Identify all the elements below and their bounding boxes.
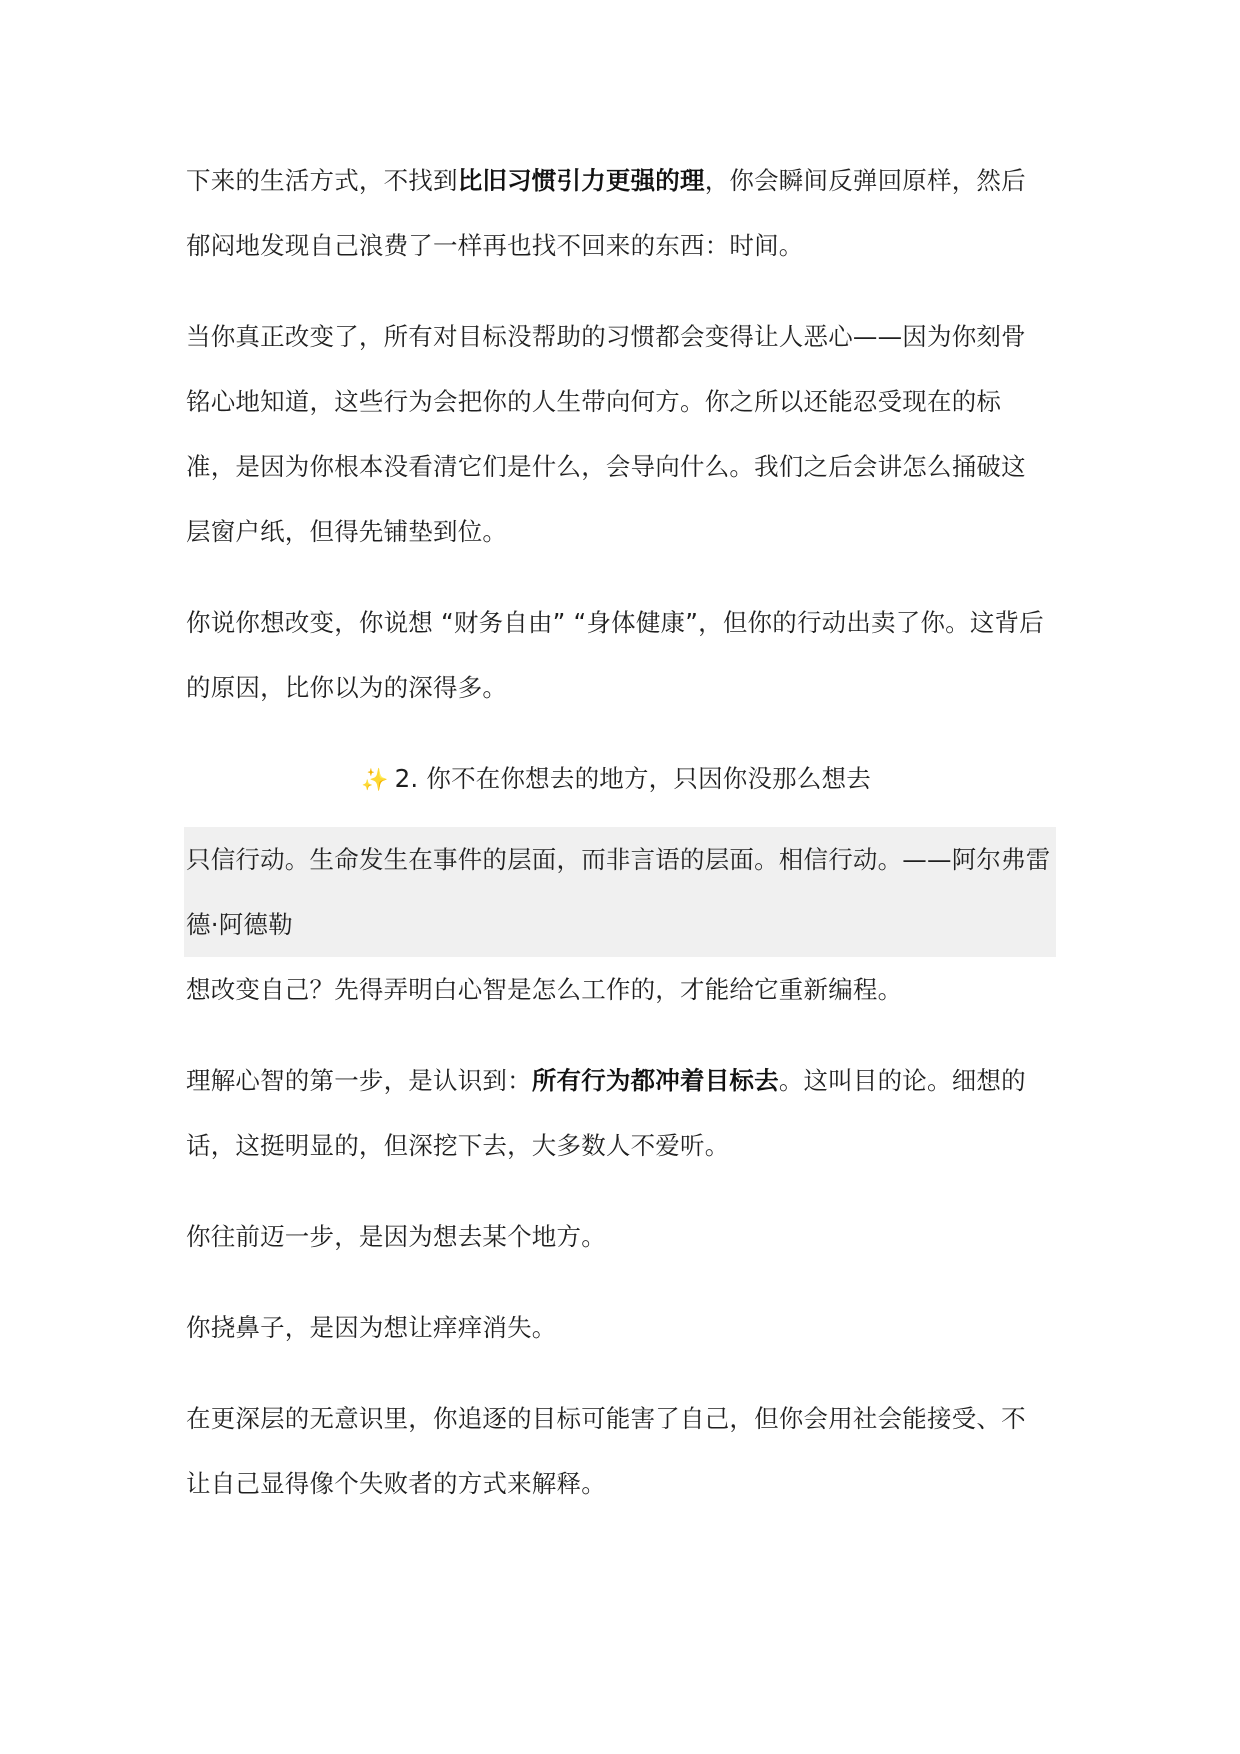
paragraph-unconscious-goals: 在更深层的无意识里，你追逐的目标可能害了自己，但你会用社会能接受、不让自己显得像个失败者的方式来解释。 — [186, 1404, 1026, 1498]
sparkles-icon: ✨ — [361, 768, 389, 793]
paragraph-reprogram-mind: 想改变自己？先得弄明白心智是怎么工作的，才能给它重新编程。 — [186, 975, 903, 1004]
paragraph-habit-rebound — [186, 148, 1046, 278]
paragraph-text: 理解心智的第一步，是认识到： — [186, 1066, 532, 1095]
paragraph-actions-betray: 你说你想改变，你说想 “财务自由” “身体健康”，但你的行动出卖了你。这背后的原因，比你以为的深得多。 — [186, 608, 1044, 702]
paragraph-text: ，你会瞬间反弹回原样，然后郁闷地发现自己浪费了一样再也找不回来的东西：时间。 — [186, 166, 1026, 260]
paragraph-scratch-nose: 你挠鼻子，是因为想让痒痒消失。 — [186, 1313, 557, 1342]
paragraph-text: 。这叫目的论。细想的话，这挺明显的，但深挖下去，大多数人不爱听。 — [186, 1066, 1026, 1160]
section-heading — [186, 746, 1046, 813]
paragraph-text: 下来的生活方式，不找到 — [186, 166, 458, 195]
bold-phrase: 所有行为都冲着目标去 — [531, 1066, 779, 1095]
paragraph-teleology — [186, 1048, 1046, 1178]
document-page — [186, 148, 1051, 1542]
bold-phrase: 比旧习惯引力更强的理 — [457, 166, 705, 195]
section-heading-text: 2. 你不在你想去的地方，只因你没那么想去 — [394, 764, 871, 793]
paragraph-true-change: 当你真正改变了，所有对目标没帮助的习惯都会变得让人恶心——因为你刻骨铭心地知道，这些行为会把你的人生带向何方。你之所以还能忍受现在的标准，是因为你根本没看清它们是什么，会导向什么。我们之后会讲怎么捅破这层窗户纸，但得先铺垫到位。 — [186, 322, 1026, 546]
block-quote: 只信行动。生命发生在事件的层面，而非言语的层面。相信行动。——阿尔弗雷德·阿德勒 — [184, 827, 1056, 957]
paragraph-step-forward: 你往前迈一步，是因为想去某个地方。 — [186, 1222, 606, 1251]
